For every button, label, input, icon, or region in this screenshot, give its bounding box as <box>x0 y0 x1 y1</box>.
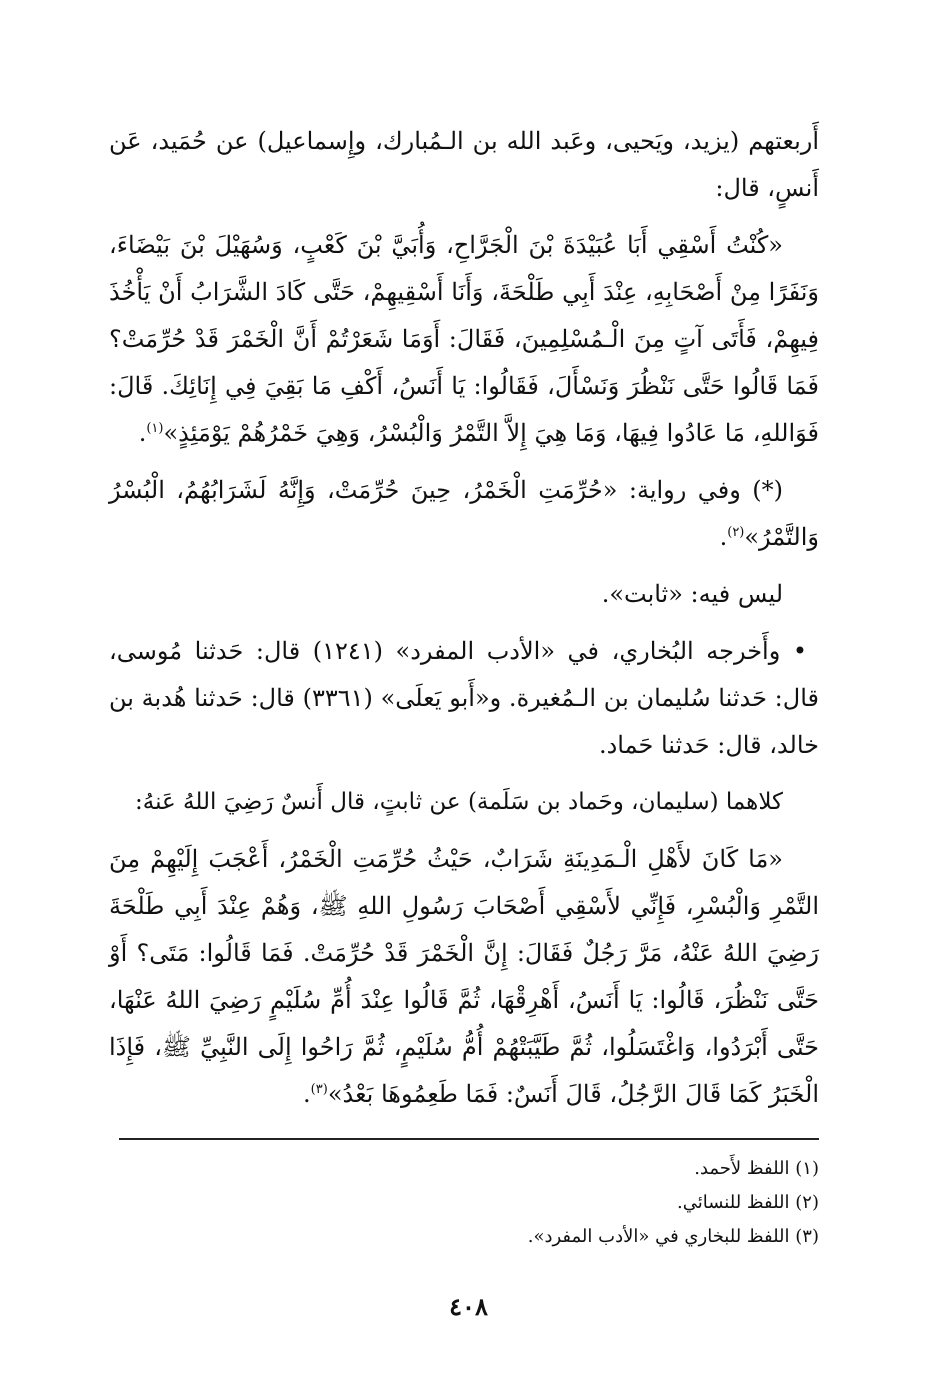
isnad-both <box>109 779 819 826</box>
hadith-text-1 <box>109 222 819 457</box>
footnote-1: (١) اللفظ لأَحمد. <box>694 1158 819 1179</box>
page-number: ٤٠٨ <box>449 1292 488 1321</box>
isnad-both-text: كلاهما (سليمان، وحَماد بن سَلَمة) عن ثابتٍ، قال أَنسٌ رَضِيَ اللهُ عَنهُ: <box>135 789 783 815</box>
footnote-3: (٣) اللفظ للبخاري في «الأدب المفرد». <box>527 1226 819 1247</box>
footnote-ref-3: (٣) <box>310 1082 328 1097</box>
hadith-text-2-end: . <box>303 1080 311 1108</box>
footnote-2: (٢) اللفظ للنسائي. <box>677 1192 819 1213</box>
isnad-intro <box>109 118 819 212</box>
page-body <box>109 118 819 1118</box>
riwaya-variant <box>109 467 819 561</box>
hadith-text-2-body: «مَا كَانَ لأَهْلِ الْـمَدِينَةِ شَرَابٌ، حَيْثُ حُرِّمَتِ الْخَمْرُ، أَعْجَبَ إِلَيْهِمْ مِنَ التَّمْرِ وَالْبُسْرِ، فَإِنِّي لأَسْقِي أَصْحَابَ رَسُولِ اللهِ ﷺ، وَهُمْ عِنْدَ أَبِي طَلْحَةَ رَضِيَ اللهُ عَنْهُ، مَرَّ رَجُلٌ فَقَالَ: إِنَّ الْخَمْرَ قَدْ حُرِّمَتْ. فَمَا قَالُوا: مَتَى؟ أَوْ حَتَّى نَنْظُرَ، قَالُوا: يَا أَنَسُ، أَهْرِقْهَا، ثُمَّ قَالُوا عِنْدَ أُمِّ سُلَيْمٍ رَضِيَ اللهُ عَنْهَا، حَتَّى أَبْرَدُوا، وَاغْتَسَلُوا، ثُمَّ طَيَّبَتْهُمْ أُمُّ سُلَيْمٍ، ثُمَّ رَاحُوا إِلَى النَّبِيِّ ﷺ، فَإِذَا الْخَبَرُ كَمَا قَالَ الرَّجُلُ، قَالَ أَنَسٌ: فَمَا طَعِمُوهَا بَعْدُ» <box>109 845 819 1108</box>
hadith-text-1-body: «كُنْتُ أَسْقِي أَبَا عُبَيْدَةَ بْنَ الْجَرَّاحِ، وَأُبَيَّ بْنَ كَعْبٍ، وَسُهَيْلَ بْنَ بَيْضَاءَ، وَنَفَرًا مِنْ أَصْحَابِهِ، عِنْدَ أَبِي طَلْحَةَ، وَأَنَا أَسْقِيهِمْ، حَتَّى كَادَ الشَّرَابُ أَنْ يَأْخُذَ فِيهِمْ، فَأَتَى آتٍ مِنَ الْـمُسْلِمِينَ، فَقَالَ: أَوَمَا شَعَرْتُمْ أَنَّ الْخَمْرَ قَدْ حُرِّمَتْ؟ فَمَا قَالُوا حَتَّى نَنْظُرَ وَنَسْأَلَ، فَقَالُوا: يَا أَنَسُ، أَكْفِ مَا بَقِيَ فِي إِنَائِكَ. قَالَ: فَوَاللهِ، مَا عَادُوا فِيهَا، وَمَا هِيَ إِلاَّ التَّمْرُ وَالْبُسْرُ، وَهِيَ خَمْرُهُمْ يَوْمَئِذٍ» <box>109 231 819 447</box>
footnote-divider <box>119 1138 819 1140</box>
hadith-text-1-end: . <box>138 419 147 447</box>
remark-thabit-text: ليس فيه: «ثابت». <box>601 580 783 608</box>
riwaya-variant-end: . <box>719 523 728 551</box>
takhrij-bukhari <box>109 628 819 769</box>
takhrij-bukhari-text: • وأَخرجه البُخاري، في «الأدب المفرد» (١٢٤١) قال: حَدثنا مُوسى، قال: حَدثنا سُليمان بن الـمُغيرة. و«أَبو يَعلَى» (٣٣٦١) قال: حَدثنا هُدبة بن خالد، قال: حَدثنا حَماد. <box>109 637 819 759</box>
remark-thabit <box>109 571 819 618</box>
riwaya-variant-body: (*) وفي رواية: «حُرِّمَتِ الْخَمْرُ، حِينَ حُرِّمَتْ، وَإِنَّهُ لَشَرَابُهُمُ، الْبُسْرُ وَالتَّمْرُ» <box>109 476 819 551</box>
footnote-ref-2: (٢) <box>727 525 745 540</box>
footnote-ref-1: (١) <box>146 421 164 436</box>
isnad-intro-text: أَربعتهم (يزيد، ويَحيى، وعَبد الله بن الـمُبارك، وإِسماعيل) عن حُمَيد، عَن أَنسٍ، قال: <box>109 127 819 202</box>
footnotes <box>109 1152 819 1254</box>
hadith-text-2 <box>109 836 819 1118</box>
